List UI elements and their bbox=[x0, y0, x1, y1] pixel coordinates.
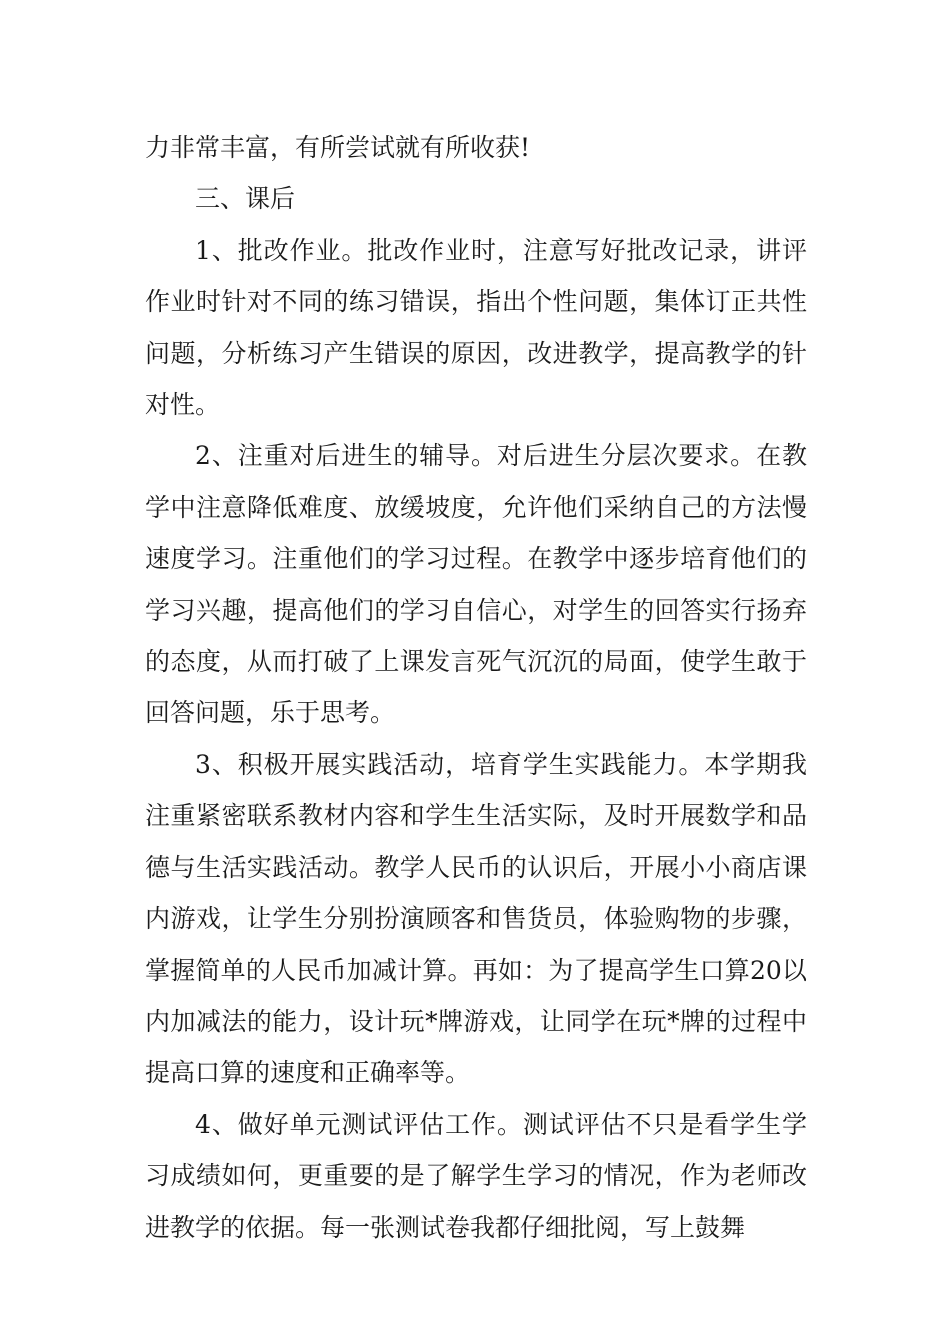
paragraph-continuation: 力非常丰富，有所尝试就有所收获! bbox=[145, 133, 531, 162]
paragraph-unit-testing: 4、做好单元测试评估工作。测试评估不只是看学生学习成绩如何，更重要的是了解学生学习的情况，作为老师改进教学的依据。每一张测试卷我都仔细批阅，写上鼓舞 bbox=[145, 1109, 807, 1242]
document-body bbox=[145, 122, 807, 1253]
paragraph-grading-homework: 1、批改作业。批改作业时，注意写好批改记录，讲评作业时针对不同的练习错误，指出个性问题，集体订正共性问题，分析练习产生错误的原因，改进教学，提高教学的针对性。 bbox=[145, 235, 807, 420]
section-heading-after-class: 三、课后 bbox=[195, 184, 296, 214]
paragraph-practice-activities: 3、积极开展实践活动，培育学生实践能力。本学期我注重紧密联系教材内容和学生生活实际，及时开展数学和品德与生活实践活动。教学人民币的认识后，开展小小商店课内游戏，让学生分别扮演顾客和售货员，体验购物的步骤，掌握简单的人民币加减计算。再如：为了提高学生口算20以内加减法的能力，设计玩*牌游戏，让同学在玩*牌的过程中提高口算的速度和正确率等。 bbox=[145, 749, 807, 1088]
paragraph-tutoring-students: 2、注重对后进生的辅导。对后进生分层次要求。在教学中注意降低难度、放缓坡度，允许他们采纳自己的方法慢速度学习。注重他们的学习过程。在教学中逐步培育他们的学习兴趣，提高他们的学习自信心，对学生的回答实行扬弃的态度，从而打破了上课发言死气沉沉的局面，使学生敢于回答问题，乐于思考。 bbox=[145, 441, 807, 728]
